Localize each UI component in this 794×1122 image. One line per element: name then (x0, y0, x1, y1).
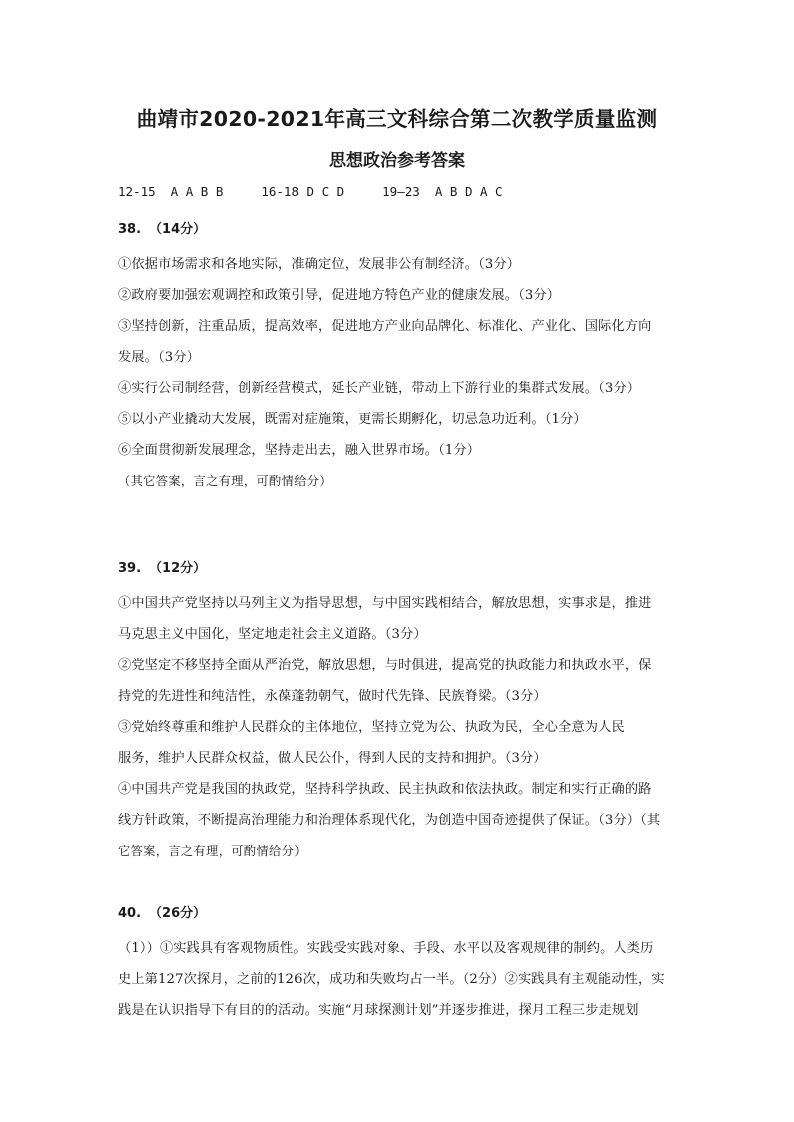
question-number: 40. (118, 906, 142, 921)
answer-group-19-23: 19—23 A B D A C (382, 184, 503, 199)
answer-line: 史上第127次探月，之前的126次，成功和失败均占一半。（2分）②实践具有主观能动性，实 (118, 972, 665, 987)
answer-line: ④实行公司制经营，创新经营模式，延长产业链，带动上下游行业的集群式发展。（3分） (118, 381, 641, 396)
question-points: （26分） (149, 906, 207, 921)
question-number: 38. (118, 222, 142, 237)
question-40 (118, 903, 686, 1026)
answer-line: 发展。（3分） (118, 350, 200, 365)
answer-line: 践是在认识指导下有目的的活动。实施“月球探测计划”并逐步推进，探月工程三步走规划 (118, 1003, 639, 1018)
answer-line: ④中国共产党是我国的执政党，坚持科学执政、民主执政和依法执政。制定和实行正确的路 (118, 782, 652, 797)
answer-line: ①中国共产党坚持以马列主义为指导思想，与中国实践相结合，解放思想，实事求是，推进 (118, 596, 652, 611)
grading-note: （其它答案，言之有理，可酌情给分） (118, 474, 332, 488)
question-points: （12分） (149, 561, 207, 576)
answer-group-12-15: 12-15 A A B B (118, 184, 224, 199)
answer-line: （1））①实践具有客观物质性。实践受实践对象、手段、水平以及客观规律的制约。人类历 (118, 941, 654, 956)
answer-line: ③坚持创新，注重品质，提高效率，促进地方产业向品牌化、标准化、产业化、国际化方向 (118, 319, 652, 334)
answer-line: 马克思主义中国化，坚定地走社会主义道路。（3分） (118, 627, 427, 642)
answer-line: ②政府要加强宏观调控和政策引导，促进地方特色产业的健康发展。（3分） (118, 288, 561, 303)
answer-line: 服务，维护人民群众权益，做人民公仆，得到人民的支持和拥护。（3分） (118, 751, 547, 766)
question-number: 39. (118, 561, 142, 576)
question-points: （14分） (149, 222, 207, 237)
answer-line: ①依据市场需求和各地实际，准确定位，发展非公有制经济。（3分） (118, 257, 521, 272)
page-subtitle: 思想政治参考答案 (329, 151, 465, 171)
answer-line: ②党坚定不移坚持全面从严治党，解放思想，与时俱进，提高党的执政能力和执政水平，保 (118, 658, 652, 673)
answer-line: 持党的先进性和纯洁性，永葆蓬勃朝气，做时代先锋、民族脊梁。（3分） (118, 689, 547, 704)
answer-line: 线方针政策，不断提高治理能力和治理体系现代化，为创造中国奇迹提供了保证。（3分）（其 (118, 813, 661, 828)
question-40-heading (118, 903, 686, 925)
answer-line: ⑥全面贯彻新发展理念，坚持走出去，融入世界市场。（1分） (118, 443, 481, 458)
question-38-heading (118, 219, 686, 241)
choice-answers (118, 184, 541, 199)
page-title: 曲靖市2020-2021年高三文科综合第二次教学质量监测 (136, 107, 658, 131)
answer-group-16-18: 16-18 D C D (261, 184, 345, 199)
answer-line: ⑤以小产业撬动大发展，既需对症施策，更需长期孵化，切忌急功近利。（1分） (118, 412, 587, 427)
answer-line: ③党始终尊重和维护人民群众的主体地位，坚持立党为公、执政为民，全心全意为人民 (118, 720, 625, 735)
question-39 (118, 558, 686, 867)
grading-note: 它答案，言之有理，可酌情给分） (118, 844, 307, 858)
question-38 (118, 219, 686, 497)
question-39-heading (118, 558, 686, 580)
